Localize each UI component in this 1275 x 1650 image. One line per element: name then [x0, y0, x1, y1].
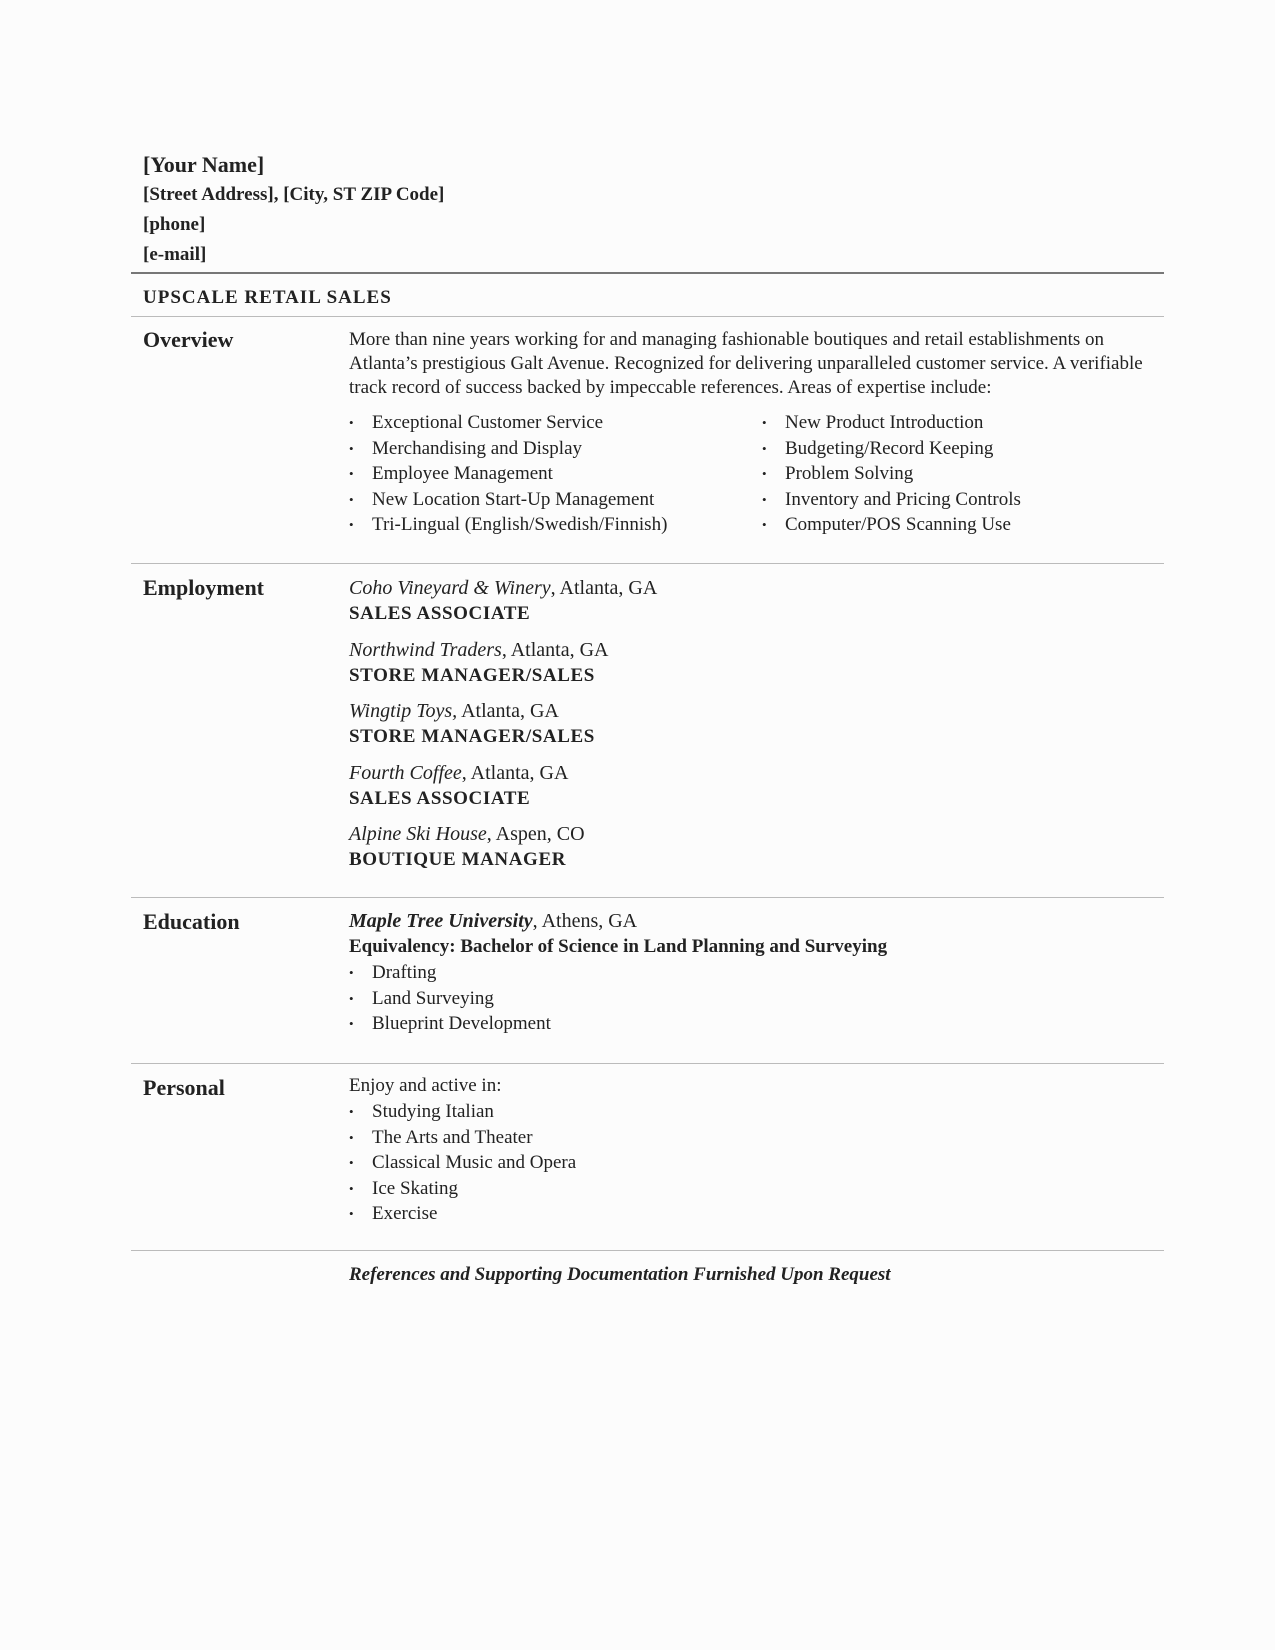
phone: [phone] [143, 214, 206, 235]
company-location: , Atlanta, GA [501, 639, 609, 661]
list-item: • Computer/POS Scanning Use [762, 512, 1021, 538]
company-name: Northwind Traders [349, 639, 502, 661]
list-item: • Employee Management [349, 461, 667, 487]
job-entry [349, 760, 568, 812]
list-item: • Merchandising and Display [349, 436, 667, 462]
your-name: [Your Name] [143, 152, 265, 177]
expertise-list-left [349, 410, 667, 538]
expertise-list-right [762, 410, 1021, 538]
job-title: SALES ASSOCIATE [349, 603, 531, 624]
company-name: Alpine Ski House [349, 823, 487, 845]
section-label-education: Education [143, 909, 240, 934]
education-entry [349, 908, 887, 1037]
company-location: Atlanta, GA [457, 700, 559, 722]
section-divider [131, 897, 1164, 898]
list-item: • Ice Skating [349, 1176, 576, 1202]
section-label-overview: Overview [143, 327, 234, 352]
section-label-employment: Employment [143, 575, 264, 600]
job-entry [349, 575, 657, 627]
personal-list [349, 1099, 576, 1227]
list-item: • Inventory and Pricing Controls [762, 487, 1021, 513]
list-item: • Drafting [349, 960, 887, 986]
job-title: STORE MANAGER/SALES [349, 726, 595, 747]
list-item: • Problem Solving [762, 461, 1021, 487]
job-title: SALES ASSOCIATE [349, 788, 531, 809]
company-name: Fourth Coffee [349, 762, 462, 784]
job-title: BOUTIQUE MANAGER [349, 849, 567, 870]
list-item: • Studying Italian [349, 1099, 576, 1125]
section-label-personal: Personal [143, 1075, 225, 1100]
job-entry [349, 637, 608, 689]
job-title: STORE MANAGER/SALES [349, 665, 595, 686]
education-list [349, 960, 887, 1037]
section-divider [131, 563, 1164, 564]
section-divider [131, 1063, 1164, 1064]
degree: Equivalency: Bachelor of Science in Land Planning and Surveying [349, 936, 888, 957]
school-name: Maple Tree University [349, 910, 533, 932]
list-item: • Exceptional Customer Service [349, 410, 667, 436]
company-name: Coho Vineyard & Winery [349, 577, 551, 599]
list-item: • Land Surveying [349, 986, 887, 1012]
company-location: , Atlanta, GA [461, 762, 569, 784]
list-item: • New Product Introduction [762, 410, 1021, 436]
address: [Street Address], [City, ST ZIP Code] [143, 184, 445, 205]
job-entry [349, 698, 595, 750]
contact-header [143, 150, 444, 270]
list-item: • Budgeting/Record Keeping [762, 436, 1021, 462]
personal-entry [349, 1073, 576, 1227]
list-item: • Blueprint Development [349, 1011, 887, 1037]
company-location: , Aspen, CO [486, 823, 585, 845]
company-location: , Atlanta, GA [550, 577, 658, 599]
email: [e-mail] [143, 244, 207, 265]
resume-title: UPSCALE RETAIL SALES [143, 287, 392, 308]
overview-text: More than nine years working for and managing fashionable boutiques and retail establishments on Atlanta’s prestigious Galt Avenue. Recognized for delivering unparalleled customer service. A verifiable track record of success backed by impeccable references. Areas of expertise include: [349, 329, 1143, 398]
list-item: • New Location Start-Up Management [349, 487, 667, 513]
list-item: • The Arts and Theater [349, 1125, 576, 1151]
list-item: • Exercise [349, 1201, 576, 1227]
list-item: • Classical Music and Opera [349, 1150, 576, 1176]
company-name: Wingtip Toys, [349, 700, 458, 722]
references-note: References and Supporting Documentation Furnished Upon Request [349, 1264, 891, 1285]
title-divider [131, 316, 1164, 317]
section-divider [131, 1250, 1164, 1251]
job-entry [349, 821, 585, 873]
school-location: , Athens, GA [532, 910, 638, 932]
personal-intro: Enjoy and active in: [349, 1075, 502, 1096]
header-divider [131, 272, 1164, 274]
list-item: • Tri-Lingual (English/Swedish/Finnish) [349, 512, 667, 538]
